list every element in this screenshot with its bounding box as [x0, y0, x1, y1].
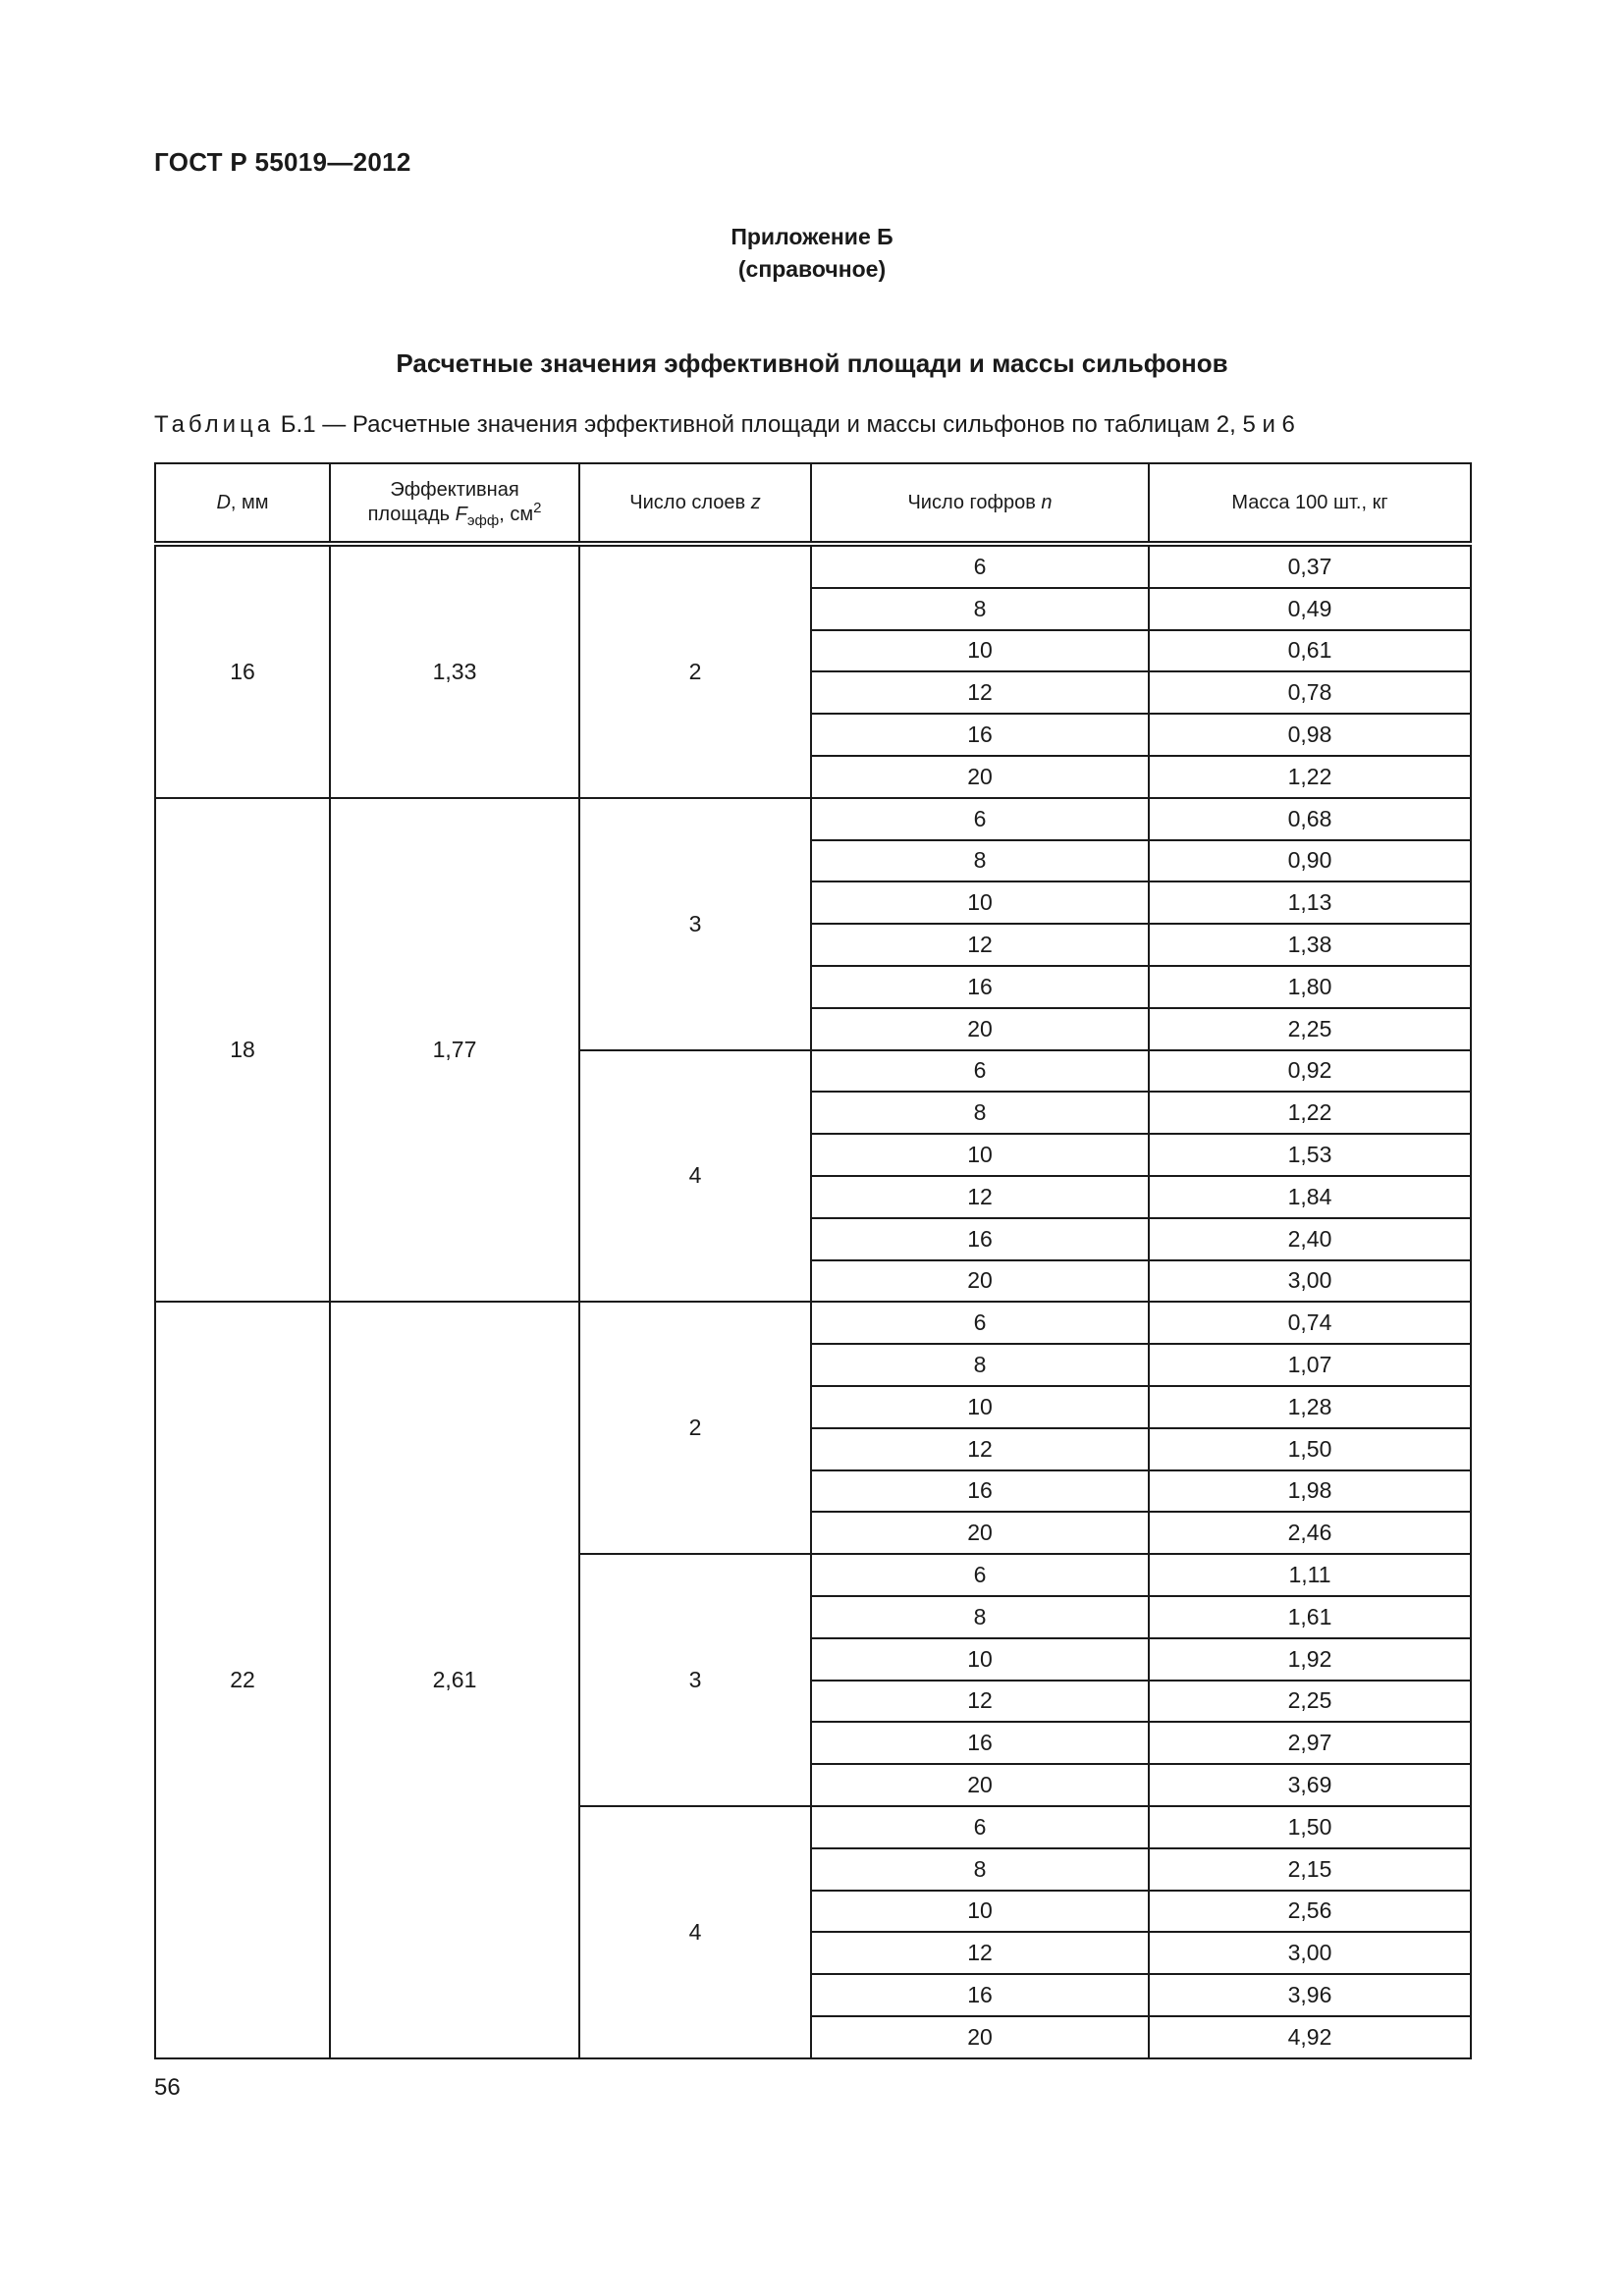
data-table [154, 462, 1472, 2059]
mass-cell: 3,96 [1149, 1974, 1471, 2016]
table-header [155, 463, 1471, 546]
caption-dash: — [322, 411, 347, 438]
corrugations-cell: 10 [811, 1134, 1149, 1176]
corrugations-cell: 8 [811, 1596, 1149, 1638]
header-layers [579, 463, 811, 542]
layers-cell: 3 [579, 1554, 811, 1806]
header-diameter-var: D [216, 491, 231, 513]
corrugations-cell: 6 [811, 798, 1149, 840]
corrugations-cell: 16 [811, 1974, 1149, 2016]
mass-cell: 4,92 [1149, 2016, 1471, 2058]
diameter-cell: 18 [155, 798, 330, 1303]
header-area-var: F [455, 504, 467, 525]
corrugations-cell: 16 [811, 1470, 1149, 1513]
effective-area-cell: 1,77 [330, 798, 579, 1303]
table-body [155, 546, 1471, 2058]
corrugations-cell: 16 [811, 714, 1149, 756]
layers-cell: 3 [579, 798, 811, 1050]
table-row [155, 546, 1471, 588]
corrugations-cell: 16 [811, 1722, 1149, 1764]
caption-text: Расчетные значения эффективной площади и массы сильфонов по таблицам 2, 5 и 6 [352, 411, 1295, 438]
corrugations-cell: 12 [811, 1932, 1149, 1974]
header-diameter-unit: , мм [230, 491, 269, 513]
corrugations-cell: 20 [811, 2016, 1149, 2058]
header-effective-area [330, 463, 579, 542]
layers-cell: 4 [579, 1806, 811, 2058]
header-row [155, 463, 1471, 542]
corrugations-cell: 10 [811, 630, 1149, 672]
document-code: ГОСТ Р 55019—2012 [154, 147, 411, 177]
header-mass-text: Масса 100 шт., кг [1231, 491, 1388, 513]
mass-cell: 1,13 [1149, 881, 1471, 924]
header-area-sub: эфф [466, 512, 500, 529]
corrugations-cell: 10 [811, 1638, 1149, 1681]
header-corrugations-var: n [1041, 491, 1053, 513]
appendix-title: Приложение Б [731, 224, 893, 249]
mass-cell: 2,25 [1149, 1681, 1471, 1723]
mass-cell: 2,15 [1149, 1848, 1471, 1891]
mass-cell: 2,46 [1149, 1512, 1471, 1554]
mass-cell: 0,90 [1149, 840, 1471, 882]
corrugations-cell: 10 [811, 881, 1149, 924]
header-diameter [155, 463, 330, 542]
mass-cell: 0,98 [1149, 714, 1471, 756]
mass-cell: 0,68 [1149, 798, 1471, 840]
corrugations-cell: 20 [811, 756, 1149, 798]
mass-cell: 0,92 [1149, 1050, 1471, 1093]
mass-cell: 2,40 [1149, 1218, 1471, 1260]
corrugations-cell: 12 [811, 1176, 1149, 1218]
mass-cell: 2,56 [1149, 1891, 1471, 1933]
mass-cell: 3,69 [1149, 1764, 1471, 1806]
corrugations-cell: 6 [811, 1554, 1149, 1596]
header-mass [1149, 463, 1471, 542]
corrugations-cell: 6 [811, 546, 1149, 588]
corrugations-cell: 12 [811, 1428, 1149, 1470]
mass-cell: 1,61 [1149, 1596, 1471, 1638]
corrugations-cell: 6 [811, 1806, 1149, 1848]
mass-cell: 3,00 [1149, 1260, 1471, 1303]
mass-cell: 0,78 [1149, 671, 1471, 714]
corrugations-cell: 8 [811, 588, 1149, 630]
corrugations-cell: 12 [811, 671, 1149, 714]
mass-cell: 1,11 [1149, 1554, 1471, 1596]
table-caption [154, 411, 1295, 439]
mass-cell: 3,00 [1149, 1932, 1471, 1974]
mass-cell: 2,97 [1149, 1722, 1471, 1764]
effective-area-cell: 2,61 [330, 1302, 579, 2057]
mass-cell: 0,37 [1149, 546, 1471, 588]
page-number: 56 [154, 2074, 181, 2101]
mass-cell: 1,50 [1149, 1428, 1471, 1470]
mass-cell: 1,22 [1149, 1092, 1471, 1134]
effective-area-cell: 1,33 [330, 546, 579, 798]
mass-cell: 1,98 [1149, 1470, 1471, 1513]
table-row [155, 798, 1471, 840]
layers-cell: 4 [579, 1050, 811, 1303]
header-area-line2: площадь [367, 504, 456, 525]
corrugations-cell: 8 [811, 840, 1149, 882]
header-area-sup: 2 [533, 500, 542, 516]
header-layers-text: Число слоев [629, 491, 751, 513]
corrugations-cell: 16 [811, 966, 1149, 1008]
mass-cell: 1,53 [1149, 1134, 1471, 1176]
header-corrugations-text: Число гофров [907, 491, 1042, 513]
corrugations-cell: 20 [811, 1512, 1149, 1554]
mass-cell: 1,38 [1149, 924, 1471, 966]
corrugations-cell: 10 [811, 1891, 1149, 1933]
mass-cell: 1,28 [1149, 1386, 1471, 1428]
corrugations-cell: 8 [811, 1092, 1149, 1134]
corrugations-cell: 8 [811, 1848, 1149, 1891]
mass-cell: 1,07 [1149, 1344, 1471, 1386]
diameter-cell: 22 [155, 1302, 330, 2057]
header-area-unit: , см [499, 504, 534, 525]
appendix-status: (справочное) [737, 256, 887, 282]
table-row [155, 1302, 1471, 1344]
mass-cell: 2,25 [1149, 1008, 1471, 1050]
mass-cell: 1,84 [1149, 1176, 1471, 1218]
page-heading: Расчетные значения эффективной площади и массы сильфонов [396, 348, 1228, 378]
header-corrugations [811, 463, 1149, 542]
header-area-line1: Эффективная [390, 479, 519, 501]
layers-cell: 2 [579, 546, 811, 798]
caption-label: Таблица [154, 411, 275, 438]
corrugations-cell: 20 [811, 1260, 1149, 1303]
header-layers-var: z [750, 491, 761, 513]
corrugations-cell: 20 [811, 1008, 1149, 1050]
layers-cell: 2 [579, 1302, 811, 1554]
corrugations-cell: 6 [811, 1050, 1149, 1093]
corrugations-cell: 12 [811, 1681, 1149, 1723]
mass-cell: 0,49 [1149, 588, 1471, 630]
corrugations-cell: 20 [811, 1764, 1149, 1806]
mass-cell: 1,50 [1149, 1806, 1471, 1848]
corrugations-cell: 16 [811, 1218, 1149, 1260]
corrugations-cell: 10 [811, 1386, 1149, 1428]
corrugations-cell: 6 [811, 1302, 1149, 1344]
mass-cell: 1,92 [1149, 1638, 1471, 1681]
caption-number: Б.1 [280, 411, 316, 438]
diameter-cell: 16 [155, 546, 330, 798]
corrugations-cell: 12 [811, 924, 1149, 966]
mass-cell: 1,22 [1149, 756, 1471, 798]
mass-cell: 1,80 [1149, 966, 1471, 1008]
corrugations-cell: 8 [811, 1344, 1149, 1386]
mass-cell: 0,74 [1149, 1302, 1471, 1344]
mass-cell: 0,61 [1149, 630, 1471, 672]
